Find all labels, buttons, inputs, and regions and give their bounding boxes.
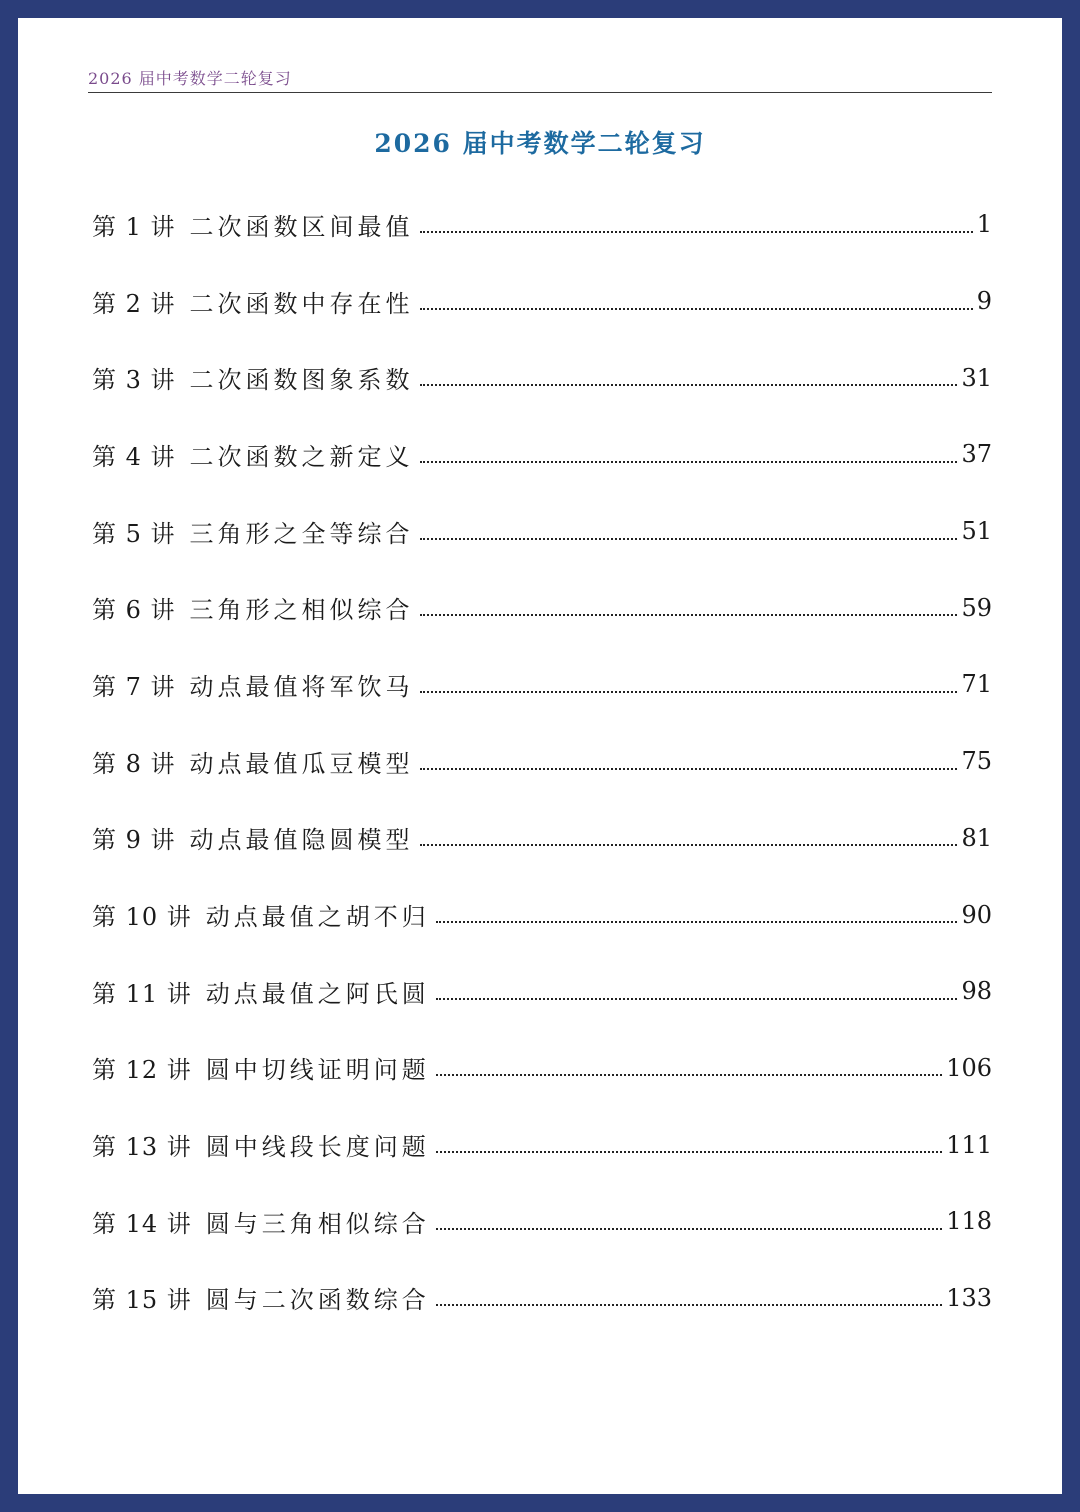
dot-leader xyxy=(420,537,958,540)
dot-leader xyxy=(420,843,958,846)
lecture-number: 第 4 讲 xyxy=(92,442,176,471)
toc-entry-12[interactable] xyxy=(92,1030,992,1107)
toc-entry-9[interactable] xyxy=(92,800,992,877)
lecture-number: 第 8 讲 xyxy=(92,749,176,778)
toc-entry-11[interactable] xyxy=(92,953,992,1030)
lecture-number: 第 7 讲 xyxy=(92,672,176,701)
dot-leader xyxy=(420,690,958,693)
toc-entry-1[interactable] xyxy=(92,186,992,263)
lecture-number: 第 1 讲 xyxy=(92,212,176,241)
lecture-topic: 二次函数中存在性 xyxy=(189,289,414,318)
lecture-topic: 二次函数图象系数 xyxy=(189,366,414,395)
dot-leader xyxy=(420,307,973,310)
toc-entry-10[interactable] xyxy=(92,876,992,953)
dot-leader xyxy=(420,460,958,463)
dot-leader xyxy=(420,767,958,770)
toc-entry-7[interactable] xyxy=(92,646,992,723)
lecture-number: 第 11 讲 xyxy=(92,979,192,1008)
dot-leader xyxy=(436,1150,942,1153)
lecture-number: 第 2 讲 xyxy=(92,289,176,318)
lecture-topic: 二次函数之新定义 xyxy=(189,442,414,471)
page-number: 111 xyxy=(946,1130,992,1159)
lecture-number: 第 14 讲 xyxy=(92,1209,192,1238)
page-number: 31 xyxy=(961,363,992,392)
page-number: 51 xyxy=(961,517,992,546)
running-title: 2026 届中考数学二轮复习 xyxy=(88,69,292,88)
lecture-topic: 二次函数区间最值 xyxy=(189,212,414,241)
toc-entry-5[interactable] xyxy=(92,493,992,570)
lecture-topic: 动点最值之胡不归 xyxy=(205,903,430,932)
toc-entry-2[interactable] xyxy=(92,263,992,340)
dot-leader xyxy=(436,1303,942,1306)
toc-entry-13[interactable] xyxy=(92,1106,992,1183)
toc-entry-8[interactable] xyxy=(92,723,992,800)
lecture-topic: 圆与三角相似综合 xyxy=(205,1209,430,1238)
lecture-topic: 圆与二次函数综合 xyxy=(205,1286,430,1315)
lecture-topic: 动点最值之阿氏圆 xyxy=(205,979,430,1008)
lecture-topic: 三角形之全等综合 xyxy=(189,519,414,548)
lecture-topic: 圆中线段长度问题 xyxy=(205,1133,430,1162)
lecture-number: 第 15 讲 xyxy=(92,1286,192,1315)
lecture-topic: 动点最值将军饮马 xyxy=(189,672,414,701)
page-number: 98 xyxy=(961,977,992,1006)
page-number: 133 xyxy=(946,1283,992,1312)
toc-title: 2026 届中考数学二轮复习 xyxy=(374,129,706,158)
page-number: 75 xyxy=(961,747,992,776)
lecture-number: 第 12 讲 xyxy=(92,1056,192,1085)
lecture-number: 第 9 讲 xyxy=(92,826,176,855)
page-number: 71 xyxy=(961,670,992,699)
page-number: 9 xyxy=(976,287,992,316)
lecture-topic: 动点最值隐圆模型 xyxy=(189,826,414,855)
lecture-number: 第 10 讲 xyxy=(92,903,192,932)
page-number: 81 xyxy=(961,823,992,852)
lecture-number: 第 6 讲 xyxy=(92,596,176,625)
lecture-number: 第 5 讲 xyxy=(92,519,176,548)
dot-leader xyxy=(436,920,958,923)
dot-leader xyxy=(436,1073,942,1076)
page-header xyxy=(88,66,992,93)
toc-entry-6[interactable] xyxy=(92,569,992,646)
page-number: 1 xyxy=(976,210,992,239)
lecture-topic: 动点最值瓜豆模型 xyxy=(189,749,414,778)
toc-entry-4[interactable] xyxy=(92,416,992,493)
lecture-topic: 圆中切线证明问题 xyxy=(205,1056,430,1085)
dot-leader xyxy=(436,997,958,1000)
page-number: 37 xyxy=(961,440,992,469)
lecture-number: 第 13 讲 xyxy=(92,1133,192,1162)
table-of-contents xyxy=(92,186,992,1336)
toc-entry-3[interactable] xyxy=(92,339,992,416)
document-page xyxy=(18,18,1062,1494)
toc-entry-15[interactable] xyxy=(92,1260,992,1337)
toc-entry-14[interactable] xyxy=(92,1183,992,1260)
dot-leader xyxy=(420,230,973,233)
dot-leader xyxy=(420,383,958,386)
lecture-topic: 三角形之相似综合 xyxy=(189,596,414,625)
page-number: 59 xyxy=(961,593,992,622)
page-number: 118 xyxy=(946,1207,992,1236)
dot-leader xyxy=(436,1227,942,1230)
page-number: 90 xyxy=(961,900,992,929)
page-number: 106 xyxy=(946,1053,992,1082)
lecture-number: 第 3 讲 xyxy=(92,366,176,395)
dot-leader xyxy=(420,613,958,616)
